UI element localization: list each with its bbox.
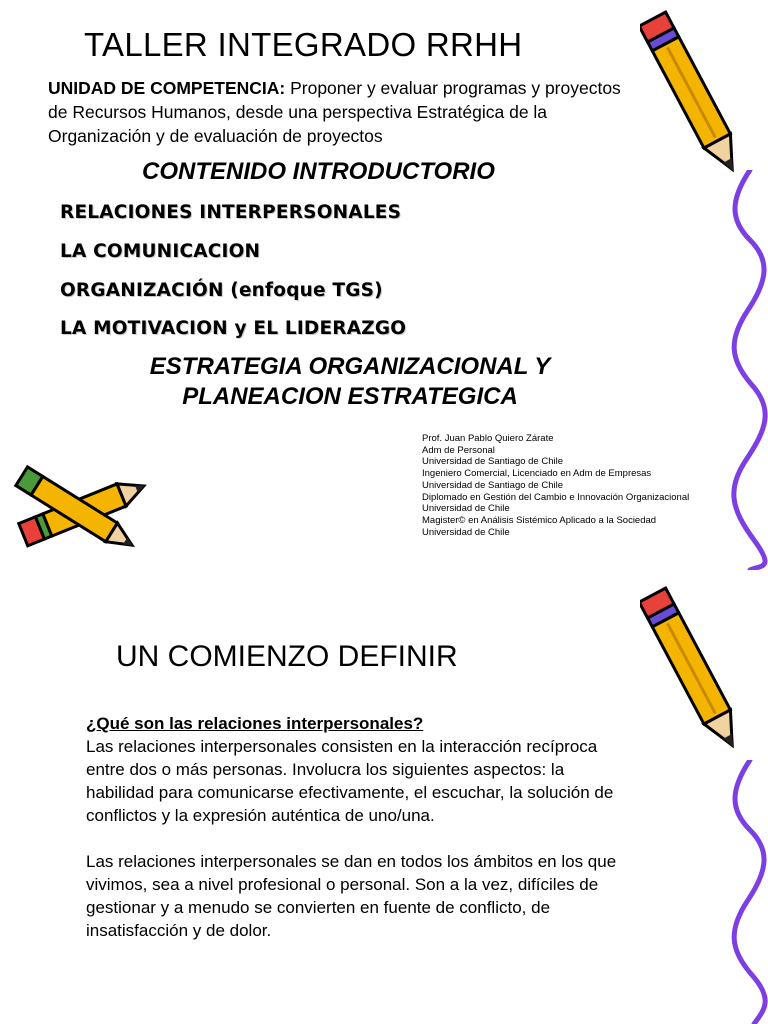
- credits-block: [422, 433, 689, 538]
- unidad-text: Proponer y evaluar programas y proyectos de Recursos Humanos, desde una perspectiva Estratégica de la Organización y de evaluación de proyectos: [48, 78, 621, 146]
- squiggle-decoration: [720, 760, 768, 1024]
- topic-motivacion: LA MOTIVACION y EL LIDERAZGO: [60, 318, 407, 339]
- paragraph-2: Las relaciones interpersonales se dan en todos los ámbitos en los que vivimos, sea a nivel profesional o personal. Son a la vez, difíciles de gestionar y a menudo se convierten en fuente de conflicto, de insatisfacción y de dolor.: [86, 852, 617, 940]
- credit-line: Adm de Personal: [422, 444, 495, 456]
- estrategia-line1: ESTRATEGIA ORGANIZACIONAL Y: [149, 353, 551, 380]
- estrategia-line2: PLANEACION ESTRATEGICA: [182, 383, 518, 410]
- squiggle-decoration: [720, 170, 768, 570]
- unidad-label: UNIDAD DE COMPETENCIA:: [48, 78, 286, 98]
- credit-line: Universidad de Santiago de Chile: [422, 456, 564, 468]
- slide2-body: [86, 712, 621, 942]
- estrategia-heading: [100, 352, 600, 412]
- credit-line: Diplomado en Gestión del Cambio e Innovación Organizacional: [422, 491, 690, 503]
- pencil-icon: [640, 576, 750, 766]
- credit-line: Ingeniero Comercial, Licenciado en Adm de Empresas: [422, 468, 652, 480]
- credit-line: Magister© en Análisis Sistémico Aplicado a la Sociedad: [422, 514, 657, 526]
- crossed-pencils-icon: [0, 460, 160, 575]
- intro-heading: CONTENIDO INTRODUCTORIO: [142, 158, 495, 185]
- slide1-title: TALLER INTEGRADO RRHH: [84, 26, 523, 63]
- topic-comunicacion: LA COMUNICACION: [60, 241, 261, 262]
- topic-relaciones: RELACIONES INTERPERSONALES: [60, 202, 402, 223]
- credit-line: Prof. Juan Pablo Quiero Zárate: [422, 433, 554, 444]
- pencil-icon: [640, 0, 750, 190]
- paragraph-1: Las relaciones interpersonales consisten en la interacción recíproca entre dos o más personas. Involucra los siguientes aspectos: la habilidad para comunicarse efectivamente, el escuchar, la solución de conflictos y la expresión auténtica de uno/una.: [86, 737, 614, 825]
- credit-line: Universidad de Chile: [422, 526, 510, 538]
- slide2-title: UN COMIENZO DEFINIR: [116, 640, 458, 673]
- question-heading: ¿Qué son las relaciones interpersonales?: [86, 714, 424, 733]
- credit-line: Universidad de Chile: [422, 503, 510, 515]
- credit-line: Universidad de Santiago de Chile: [422, 479, 564, 491]
- unidad-competencia: [48, 76, 628, 148]
- topic-organizacion: ORGANIZACIÓN (enfoque TGS): [60, 280, 383, 301]
